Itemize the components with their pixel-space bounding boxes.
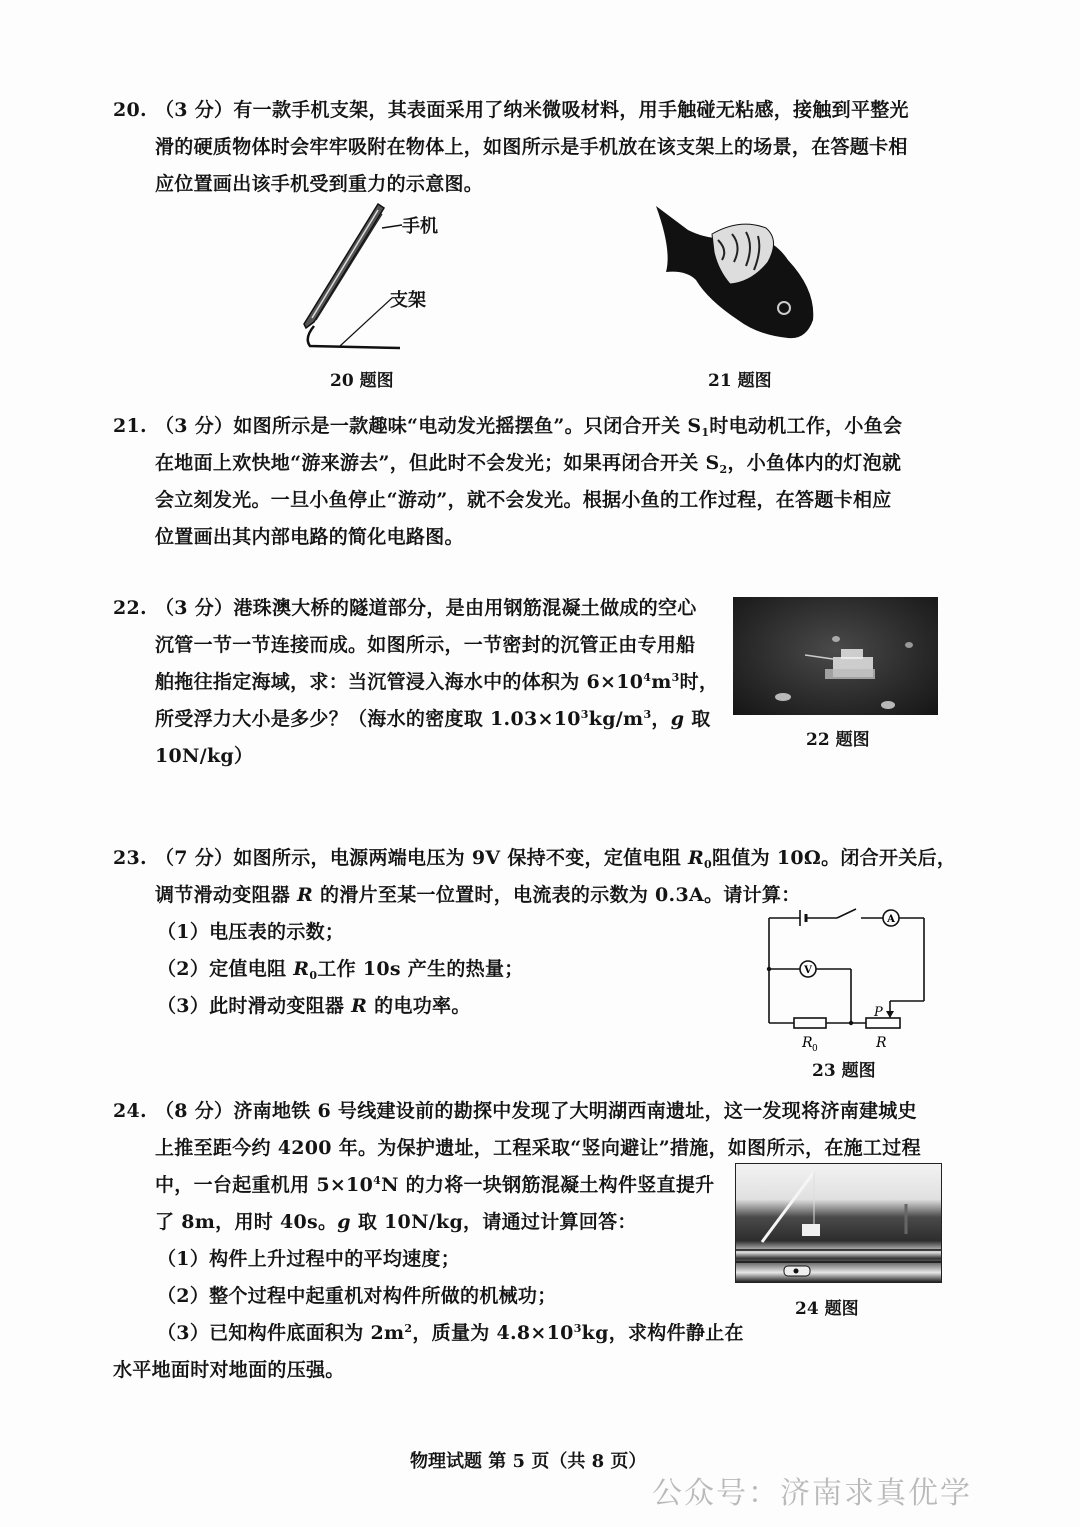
question-text: 水平地面时对地面的压强。	[113, 1359, 345, 1381]
superscript: 4	[373, 1174, 382, 1187]
question-points: （8 分）	[155, 1100, 234, 1122]
r-symbol: R	[351, 995, 368, 1017]
question-text: 滑的硬质物体时会牢牢吸附在物体上，如图所示是手机放在该支架上的场景，在答题卡相	[155, 136, 908, 158]
question-22	[113, 590, 718, 775]
question-20	[113, 92, 909, 203]
question-text: 上推至距今约 4200 年。为保护遗址，工程采取“竖向避让”措施，如图所示，在施工过程	[155, 1137, 921, 1159]
circuit-diagram	[760, 905, 955, 1055]
slider-label: P	[874, 1005, 883, 1020]
watermark: 公众号：济南求真优学	[652, 1476, 972, 1511]
question-text: N 的力将一块钢筋混凝土构件竖直提升	[381, 1174, 715, 1196]
page-footer: 物理试题 第 5 页（共 8 页）	[410, 1451, 647, 1472]
part-label: （2）	[157, 1285, 210, 1307]
subscript: 0	[309, 969, 318, 982]
immersed-tube-photo	[733, 597, 938, 715]
r0-subscript: 0	[812, 1044, 818, 1054]
question-text: 时电动机工作，小鱼会	[709, 415, 903, 437]
superscript: 3	[580, 708, 589, 721]
part-text: 电压表的示数；	[209, 921, 345, 943]
question-points: （3 分）	[155, 99, 234, 121]
question-text: 会立刻发光。一旦小鱼停止“游动”，就不会发光。根据小鱼的工作过程，在答题卡相应	[155, 489, 892, 511]
part-text: ，质量为 4.8×10	[412, 1322, 574, 1344]
question-points: （7 分）	[155, 847, 234, 869]
part-text: 的电功率。	[367, 995, 471, 1017]
part-text: 整个过程中起重机对构件所做的机械功；	[209, 1285, 557, 1307]
question-text: 在地面上欢快地“游来游去”，但此时不会发光；如果再闭合开关 S	[155, 452, 720, 474]
r-label: R	[876, 1035, 887, 1051]
subscript: 0	[704, 858, 713, 871]
question-text: 如图所示，电源两端电压为 9V 保持不变，定值电阻	[233, 847, 688, 869]
voltmeter-label: V	[804, 965, 812, 976]
question-points: （3 分）	[155, 415, 234, 437]
question-21	[113, 408, 902, 556]
crane-drawing	[736, 1164, 941, 1282]
question-number: 23.	[113, 847, 147, 869]
figure-caption-20: 20 题图	[330, 371, 394, 391]
g-symbol: g	[337, 1211, 351, 1233]
part-text: kg，求构件静止在	[581, 1322, 744, 1344]
superscript: 3	[643, 708, 652, 721]
question-text: 调节滑动变阻器	[155, 884, 298, 906]
question-text: 阻值为 10Ω。闭合开关后，	[712, 847, 957, 869]
question-number: 20.	[113, 99, 147, 121]
part-label: （3）	[157, 1322, 210, 1344]
part-text: 构件上升过程中的平均速度；	[209, 1248, 461, 1270]
part-label: （1）	[157, 921, 210, 943]
subscript: 1	[701, 426, 710, 439]
ship-towing-drawing	[733, 597, 938, 715]
figure-caption-22: 22 题图	[806, 730, 870, 750]
question-text: 济南地铁 6 号线建设前的勘探中发现了大明湖西南遗址，这一发现将济南建城史	[233, 1100, 917, 1122]
part-text: 已知构件底面积为 2m	[209, 1322, 405, 1344]
superscript: 4	[643, 671, 652, 684]
part-label: （3）	[157, 995, 210, 1017]
question-number: 24.	[113, 1100, 147, 1122]
question-text: 了 8m，用时 40s。	[155, 1211, 338, 1233]
question-number: 22.	[113, 597, 147, 619]
question-text: 应位置画出该手机受到重力的示意图。	[155, 173, 484, 195]
label-phone: 手机	[402, 216, 438, 237]
figure-caption-24: 24 题图	[795, 1299, 859, 1319]
r0-label: R	[802, 1035, 813, 1051]
question-text: ，小鱼体内的灯泡就	[727, 452, 902, 474]
circuit-drawing	[760, 905, 955, 1055]
part-label: （2）	[157, 958, 210, 980]
question-text: 中，一台起重机用 5×10	[155, 1174, 374, 1196]
question-text: kg/m	[588, 708, 644, 730]
part-label: （1）	[157, 1248, 210, 1270]
question-text: 时，	[679, 671, 719, 693]
question-text: 取 10N/kg，请通过计算回答：	[357, 1211, 637, 1233]
fish-figure	[648, 200, 823, 350]
question-number: 21.	[113, 415, 147, 437]
part-text: 此时滑动变阻器	[209, 995, 352, 1017]
question-text: 10N/kg）	[155, 745, 254, 767]
figure-caption-21: 21 题图	[708, 371, 772, 391]
question-text: 如图所示是一款趣味“电动发光摇摆鱼”。只闭合开关 S	[233, 415, 702, 437]
r0-symbol: R	[687, 847, 705, 869]
question-text: 的滑片至某一位置时，电流表的示数为 0.3A。请计算：	[313, 884, 801, 906]
r-symbol: R	[297, 884, 314, 906]
ammeter-label: A	[887, 914, 895, 925]
fish-drawing	[648, 200, 823, 350]
question-text: 取	[691, 708, 711, 730]
question-text: 沉管一节一节连接而成。如图所示，一节密封的沉管正由专用船	[155, 634, 696, 656]
question-text: m	[651, 671, 672, 693]
question-text: ，	[651, 708, 671, 730]
superscript: 2	[404, 1322, 413, 1335]
g-symbol: g	[670, 708, 685, 730]
question-points: （3 分）	[155, 597, 234, 619]
question-text: 有一款手机支架，其表面采用了纳米微吸材料，用手触碰无粘感，接触到平整光	[233, 99, 909, 121]
question-text: 舶拖往指定海域，求：当沉管浸入海水中的体积为 6×10	[155, 671, 644, 693]
label-stand: 支架	[390, 290, 426, 311]
question-text: 港珠澳大桥的隧道部分，是由用钢筋混凝土做成的空心	[233, 597, 697, 619]
superscript: 3	[573, 1322, 582, 1335]
r0-symbol: R	[293, 958, 310, 980]
superscript: 3	[671, 671, 680, 684]
phone-stand-figure	[290, 200, 460, 360]
question-text: 所受浮力大小是多少？（海水的密度取 1.03×10	[155, 708, 581, 730]
part-text: 工作 10s 产生的热量；	[317, 958, 524, 980]
question-text: 位置画出其内部电路的简化电路图。	[155, 526, 464, 548]
crane-photo	[735, 1163, 942, 1283]
figure-caption-23: 23 题图	[812, 1061, 876, 1081]
part-text: 定值电阻	[209, 958, 294, 980]
subscript: 2	[719, 463, 728, 476]
